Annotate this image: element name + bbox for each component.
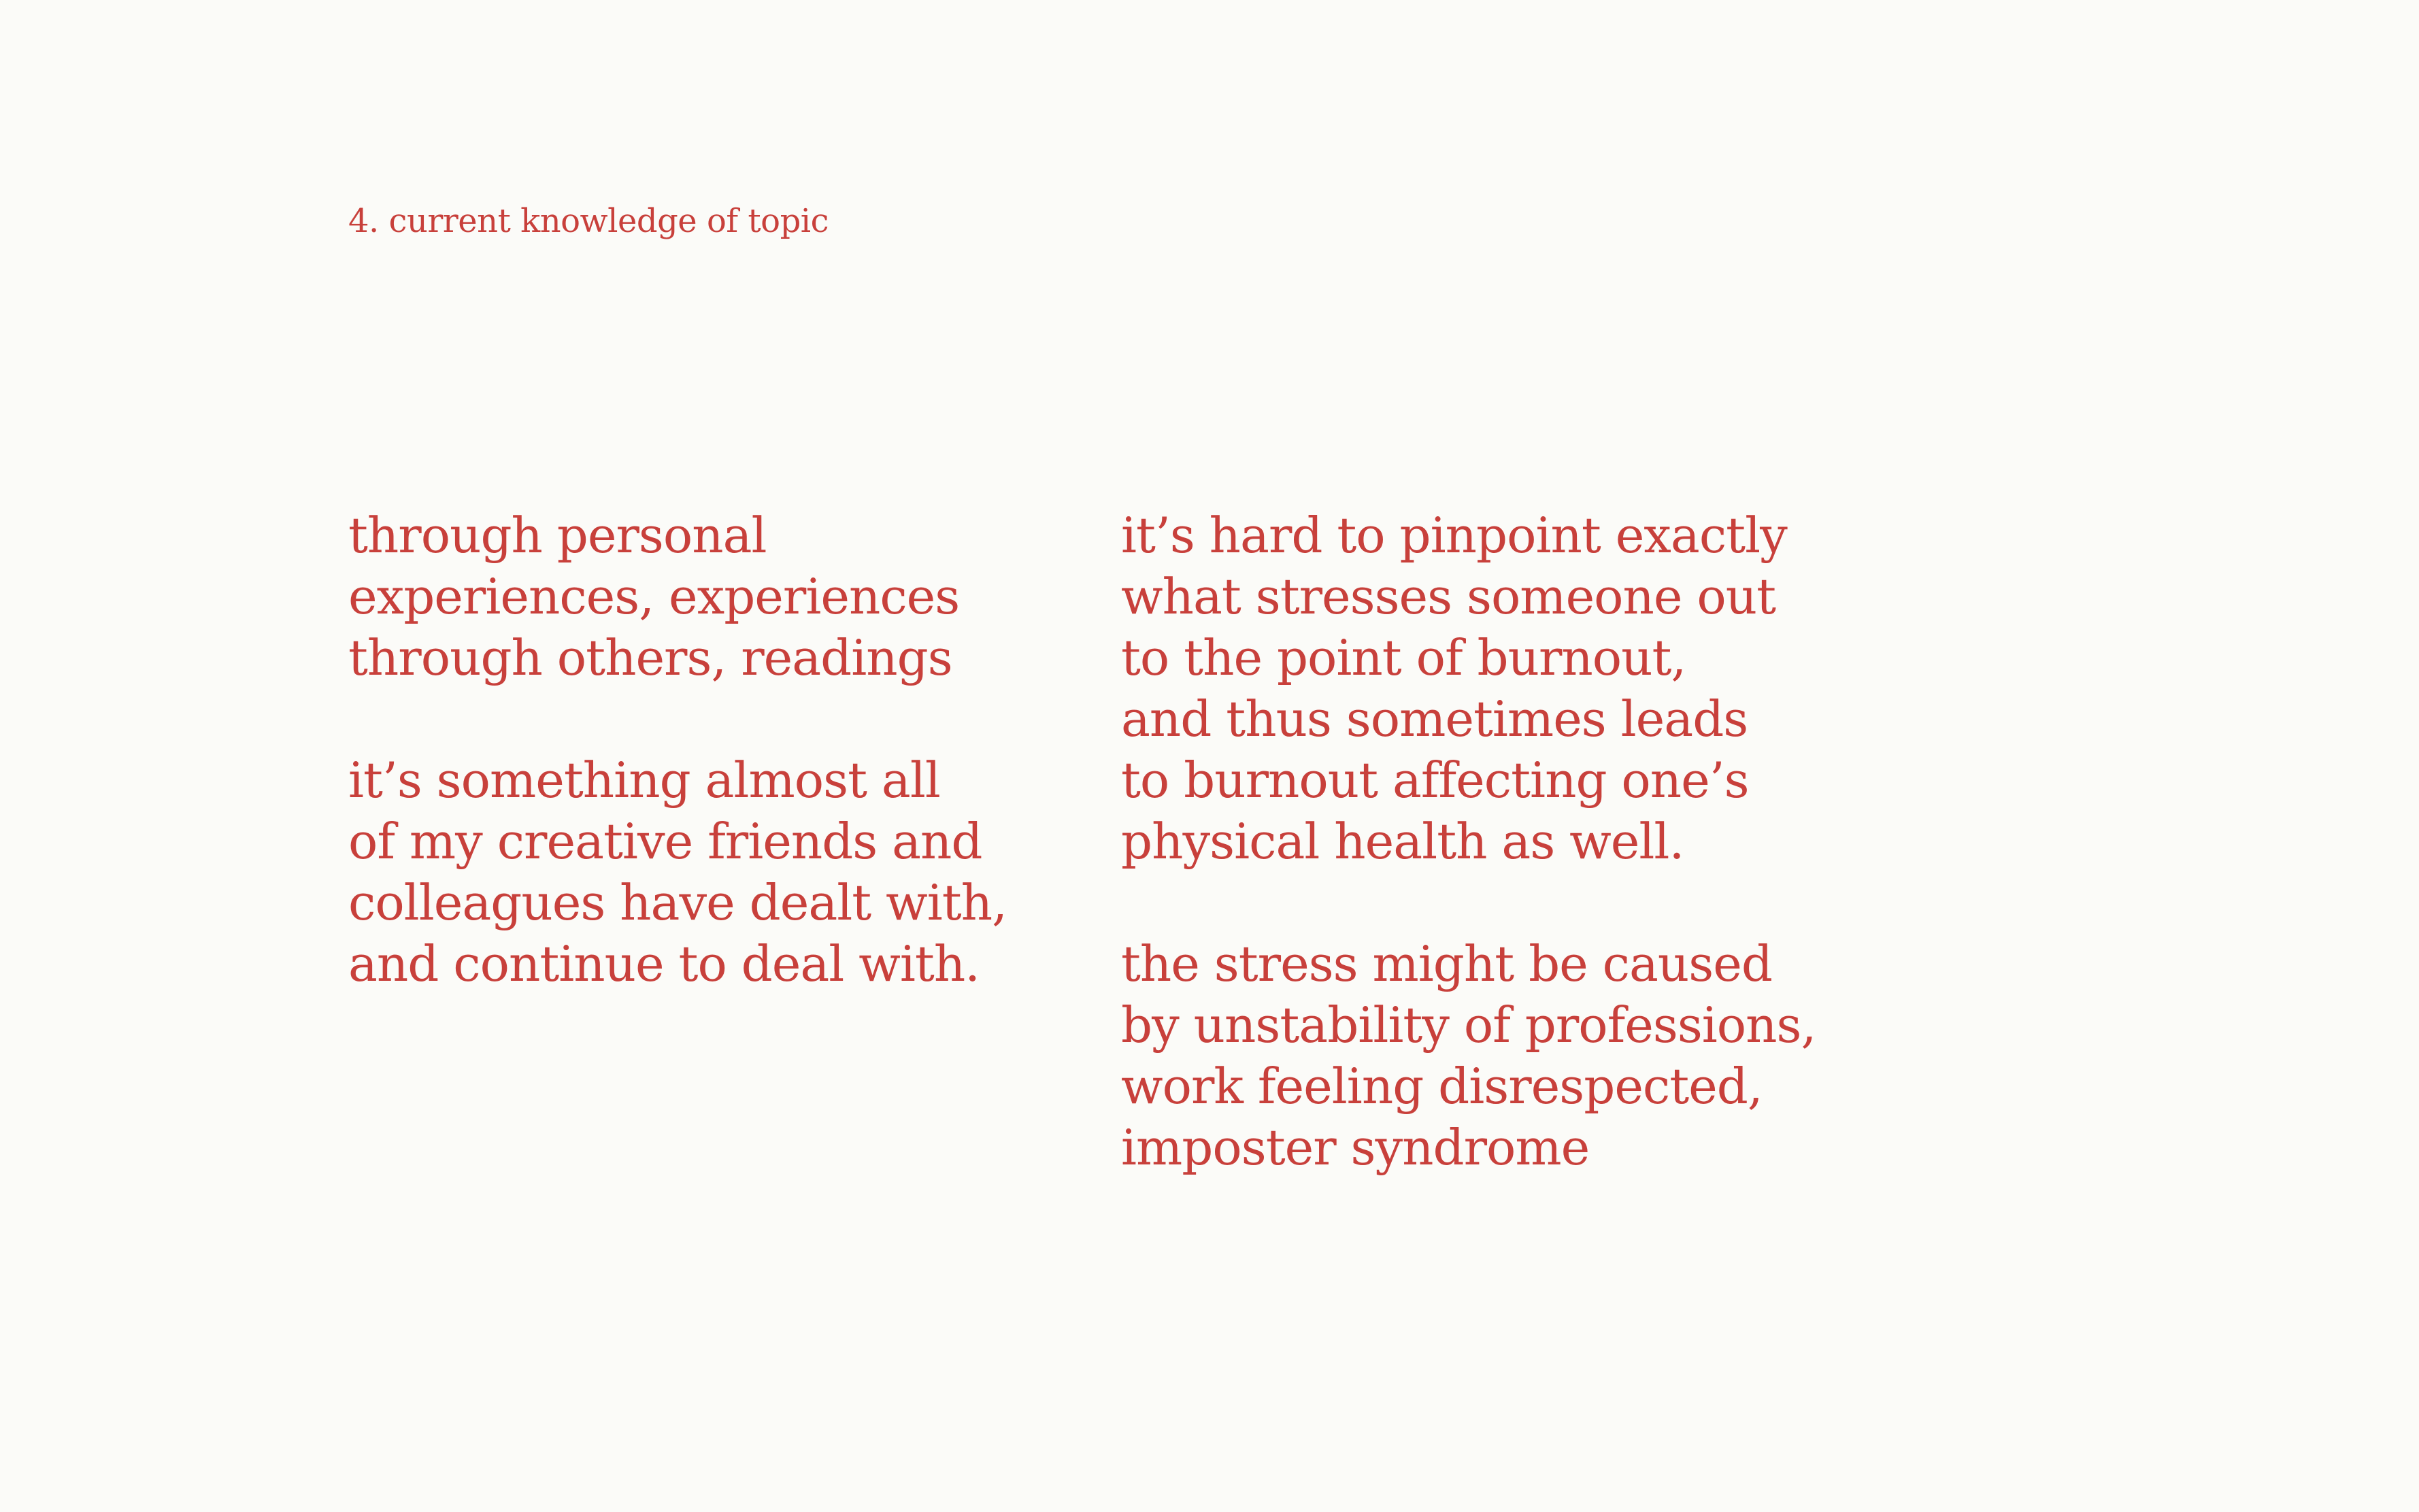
left-paragraph-1: through personal experiences, experiences through others, readings xyxy=(348,507,960,686)
left-paragraph-2: it’s something almost all of my creative friends and colleagues have dealt with, and continue to deal with. xyxy=(348,752,1007,992)
right-paragraph-2: the stress might be caused by unstability of professions, work feeling disrespected, imposter syndrome xyxy=(1121,935,1816,1176)
left-column xyxy=(348,505,1063,994)
right-column xyxy=(1121,505,1869,1178)
right-paragraph-1: it’s hard to pinpoint exactly what stresses someone out to the point of burnout, and thus sometimes leads to burnout affecting one’s physical health as well. xyxy=(1121,507,1787,870)
slide-heading: 4. current knowledge of topic xyxy=(348,202,829,240)
